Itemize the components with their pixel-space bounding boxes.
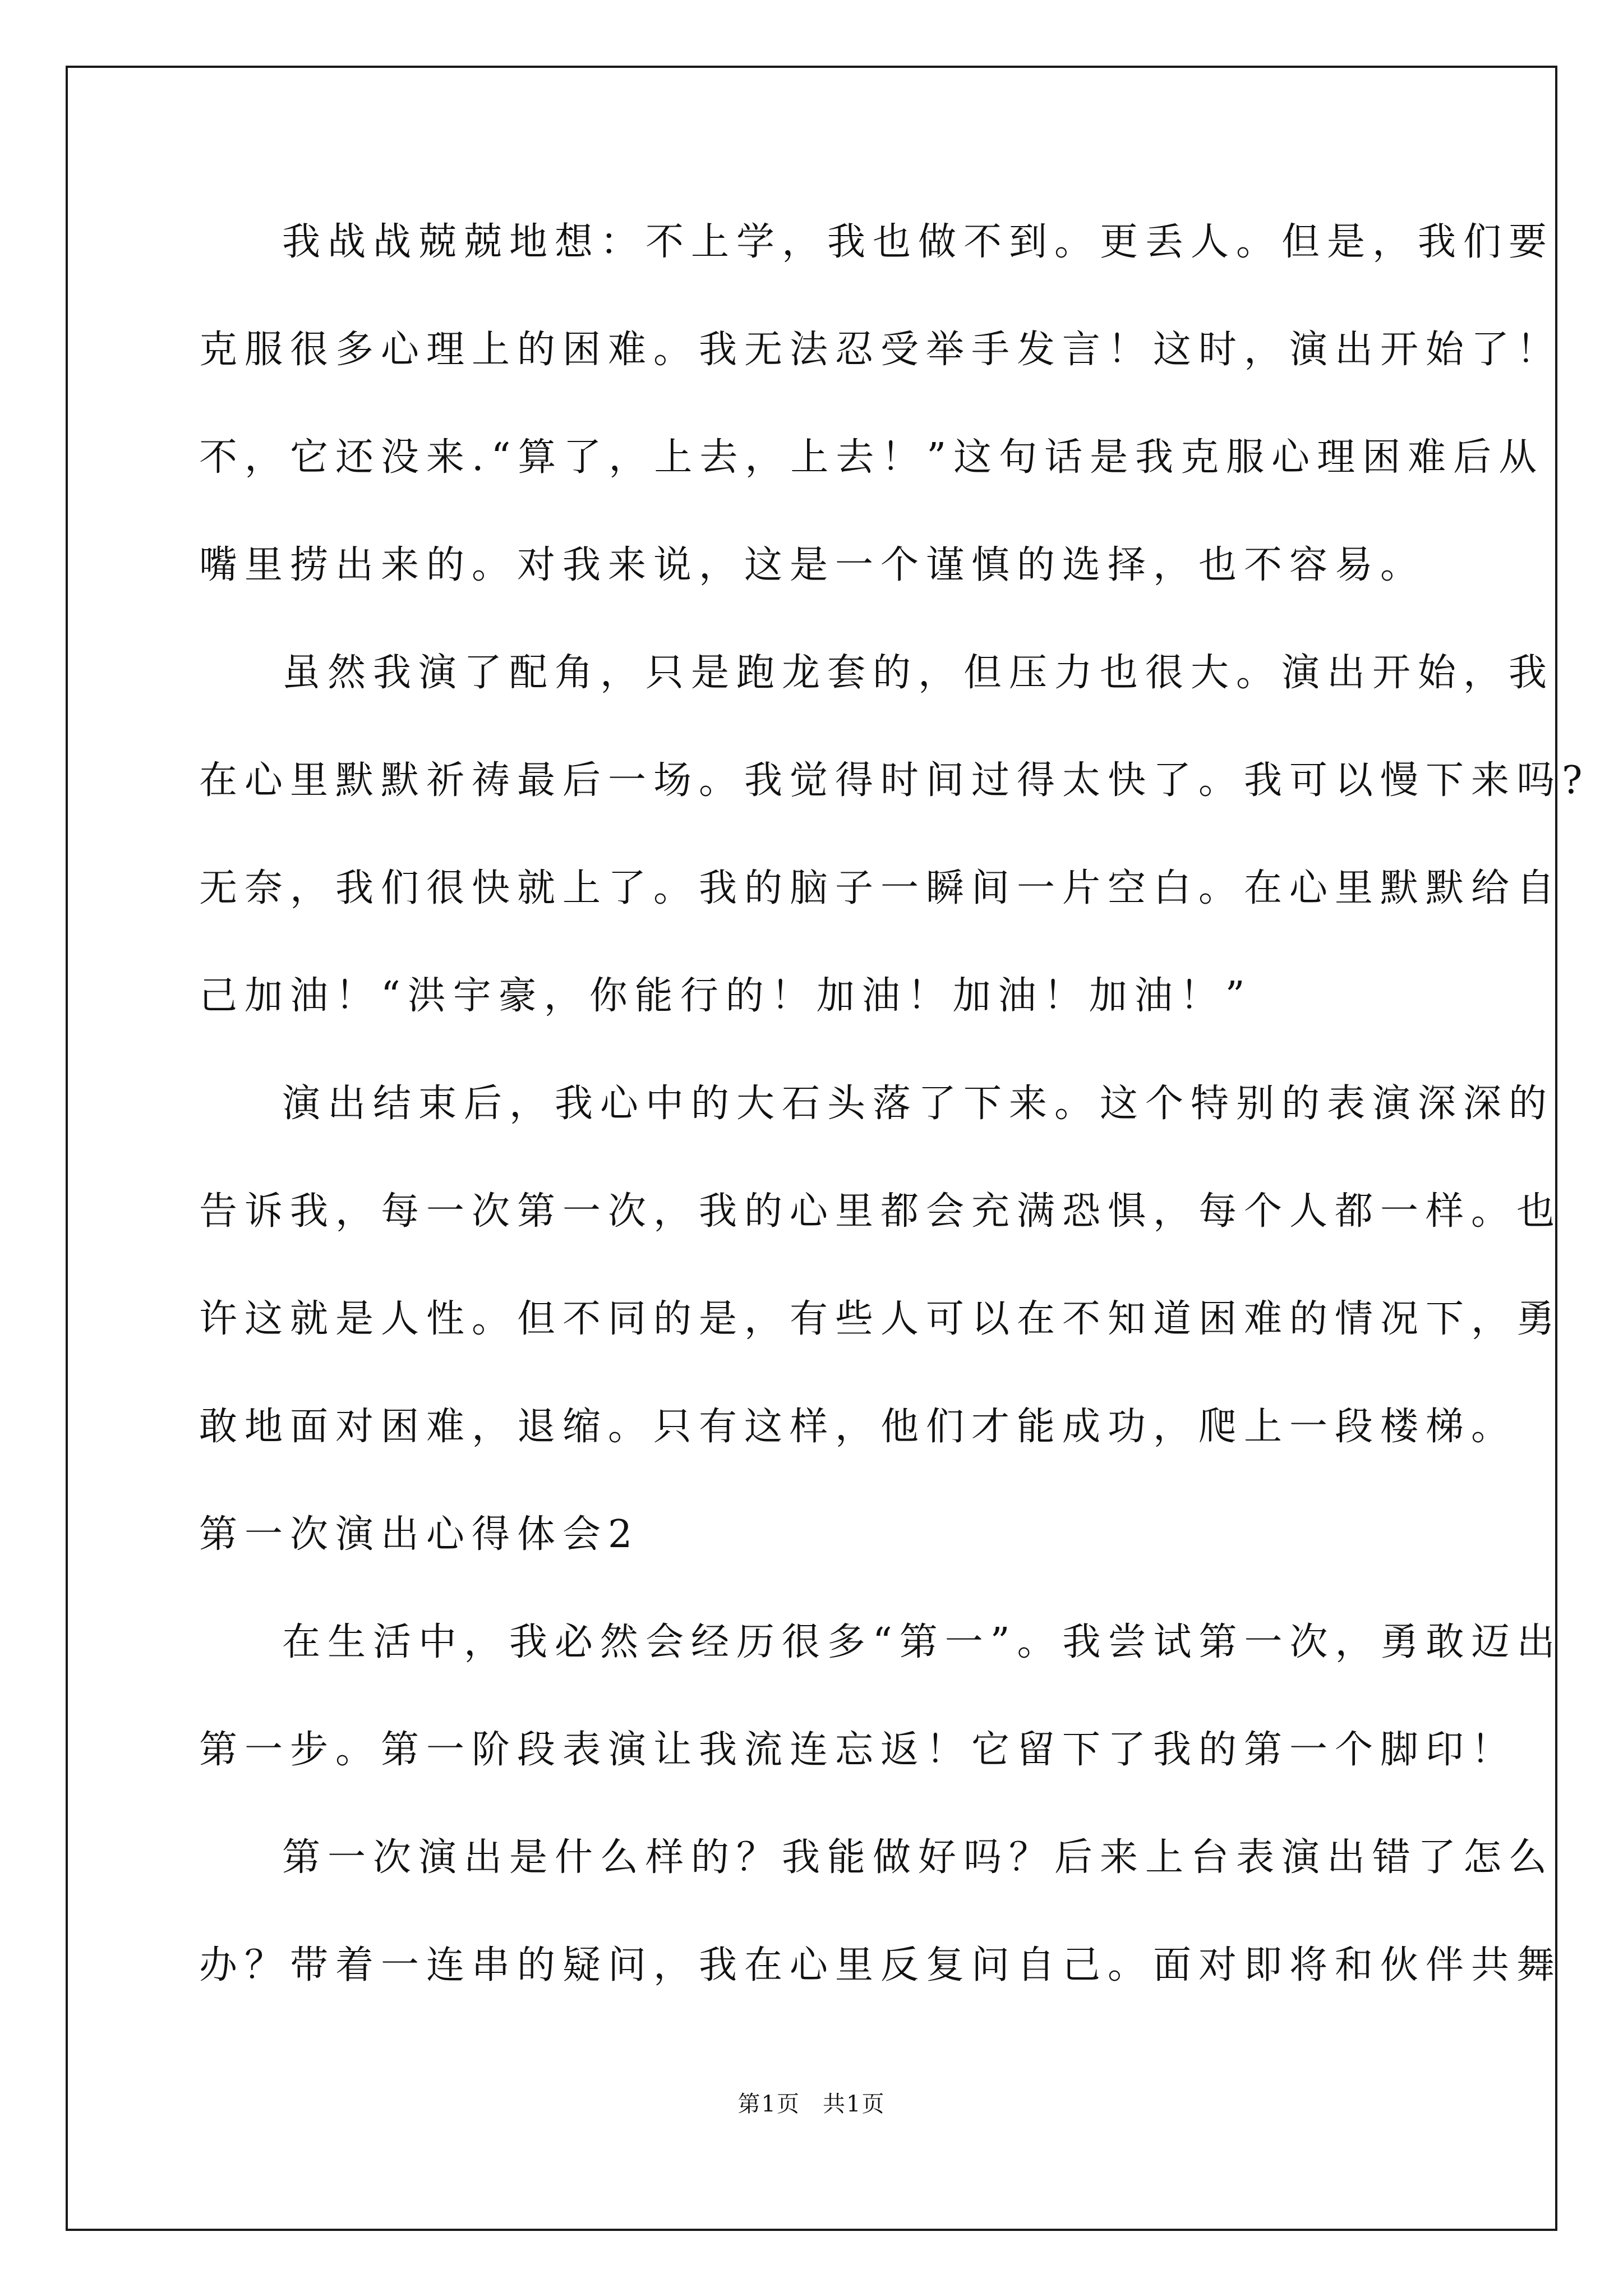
page-border bbox=[66, 66, 1557, 2231]
text-line: 在生活中，我必然会经历很多“第一”。我尝试第一次，勇敢迈出 bbox=[282, 1620, 1562, 1664]
text-line: 敢地面对困难，退缩。只有这样，他们才能成功，爬上一段楼梯。 bbox=[199, 1405, 1517, 1449]
text-line: 告诉我，每一次第一次，我的心里都会充满恐惧，每个人都一样。也 bbox=[199, 1189, 1562, 1234]
text-line: 嘴里捞出来的。对我来说，这是一个谨慎的选择，也不容易。 bbox=[199, 543, 1426, 587]
page-number: 第1页 bbox=[737, 2091, 800, 2117]
text-line: 无奈，我们很快就上了。我的脑子一瞬间一片空白。在心里默默给自 bbox=[199, 866, 1562, 910]
text-line: 己加油！“洪宇豪，你能行的！加油！加油！加油！” bbox=[199, 974, 1252, 1018]
text-line: 在心里默默祈祷最后一场。我觉得时间过得太快了。我可以慢下来吗? bbox=[199, 758, 1590, 803]
text-line: 第一步。第一阶段表演让我流连忘返！它留下了我的第一个脚印！ bbox=[199, 1728, 1517, 1772]
page-total: 共1页 bbox=[823, 2091, 886, 2117]
text-line: 虽然我演了配角，只是跑龙套的，但压力也很大。演出开始，我 bbox=[282, 651, 1555, 695]
text-line: 第一次演出是什么样的？我能做好吗？后来上台表演出错了怎么 bbox=[282, 1835, 1555, 1880]
text-line: 克服很多心理上的困难。我无法忍受举手发言！这时，演出开始了！ bbox=[199, 328, 1562, 372]
section-heading: 第一次演出心得体会2 bbox=[199, 1512, 640, 1557]
page-footer bbox=[0, 2091, 1623, 2118]
text-line: 许这就是人性。但不同的是，有些人可以在不知道困难的情况下，勇 bbox=[199, 1297, 1562, 1341]
text-line: 我战战兢兢地想：不上学，我也做不到。更丢人。但是，我们要 bbox=[282, 220, 1555, 264]
text-line: 办？带着一连串的疑问，我在心里反复问自己。面对即将和伙伴共舞 bbox=[199, 1943, 1562, 1987]
text-line: 演出结束后，我心中的大石头落了下来。这个特别的表演深深的 bbox=[282, 1082, 1555, 1126]
text-line: 不，它还没来.“算了，上去，上去！”这句话是我克服心理困难后从 bbox=[199, 435, 1544, 480]
